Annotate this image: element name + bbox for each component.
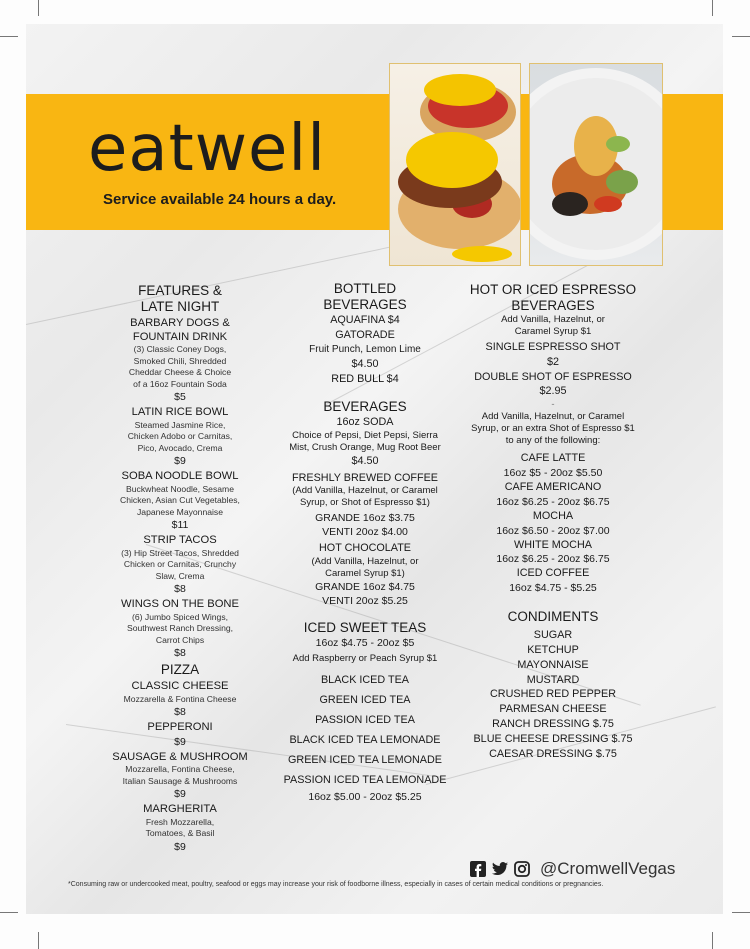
menu-item [104, 803, 256, 854]
menu-item [104, 598, 256, 660]
espresso-add: Caramel Syrup $1 [514, 326, 592, 337]
item-price: $9 [174, 840, 186, 853]
section-title: ICED SWEET TEAS [303, 620, 427, 636]
brand-logo: eatwell [88, 112, 326, 186]
coffee: FRESHLY BREWED COFFEE [292, 471, 438, 484]
choc-desc: Caramel Syrup $1) [325, 568, 405, 580]
drink-name: CAFE AMERICANO [504, 480, 602, 493]
item-desc: Italian Sausage & Mushrooms [122, 775, 238, 786]
item-name: SOBA NOODLE BOWL [121, 470, 239, 482]
crop-mark [38, 932, 39, 949]
social-handle[interactable]: @CromwellVegas [540, 859, 676, 878]
item-price: $9 [174, 735, 186, 748]
menu-item [104, 534, 256, 596]
item-desc: Carrot Chips [155, 634, 205, 645]
column-food [104, 283, 256, 854]
section-title: PIZZA [160, 662, 200, 677]
menu-item [104, 721, 256, 749]
item-desc: (3) Hip Street Tacos, Shredded [121, 547, 239, 558]
item-name: BARBARY DOGS & [130, 317, 230, 329]
food-safety-disclaimer: *Consuming raw or undercooked meat, poultry, seafood or eggs may increase your risk of foodborne illness, especially in cases of certain medical conditions or pregnancies. [68, 881, 604, 888]
aquafina: AQUAFINA $4 [330, 314, 400, 326]
drink-price: 16oz $6.25 - 20oz $6.75 [496, 553, 610, 566]
condiment: SUGAR [533, 629, 573, 642]
item-price: $5 [174, 391, 186, 403]
section-title: FEATURES & LATE NIGHT [138, 283, 222, 314]
item-price: $8 [174, 583, 186, 595]
condiment: RANCH DRESSING $.75 [492, 717, 614, 730]
item-desc: Chicken, Asian Cut Vegetables, [120, 495, 240, 505]
item-desc: (6) Jumbo Spiced Wings, [132, 611, 228, 622]
tea-add: Add Raspberry or Peach Syrup $1 [292, 653, 438, 665]
coffee-grande: GRANDE 16oz $3.75 [315, 512, 415, 525]
item-desc: Chicken or Carnitas, Crunchy [123, 559, 237, 569]
item-name: CLASSIC CHEESE [131, 680, 229, 692]
item-desc: Smoked Chili, Shredded [133, 355, 227, 366]
section-title: HOT OR ICED ESPRESSO BEVERAGES [469, 282, 637, 313]
tea-item: BLACK ICED TEA [320, 674, 409, 687]
menu-item [104, 470, 256, 532]
item-price: $9 [174, 788, 186, 800]
item-price: $8 [174, 706, 186, 718]
gatorade: GATORADE [335, 328, 395, 341]
drink-name: CAFE LATTE [520, 452, 586, 465]
item-desc: Southwest Ranch Dressing, [126, 623, 234, 633]
espresso-add2: Syrup, or an extra Shot of Espresso $1 [471, 423, 635, 435]
item-desc: Mozzarella, Fontina Cheese, [125, 764, 235, 774]
condiment: KETCHUP [527, 643, 579, 656]
column-espresso [460, 282, 646, 761]
divider-dash: - [551, 399, 555, 411]
coffee-desc: Syrup, or Shot of Espresso $1) [300, 497, 430, 509]
menu-item [104, 406, 256, 468]
double-shot: DOUBLE SHOT OF ESPRESSO [474, 370, 632, 383]
condiment: CRUSHED RED PEPPER [490, 688, 616, 701]
choc-grande: GRANDE 16oz $4.75 [315, 581, 415, 594]
item-desc: Slaw, Crema [155, 570, 205, 581]
single-price: $2 [546, 355, 559, 368]
menu-item [104, 751, 256, 802]
double-price: $2.95 [539, 385, 567, 398]
hot-chocolate: HOT CHOCOLATE [319, 542, 411, 555]
tea-item: GREEN ICED TEA LEMONADE [288, 754, 442, 767]
tea-item: PASSION ICED TEA [315, 714, 415, 727]
espresso-add: Add Vanilla, Hazelnut, or [501, 314, 605, 325]
tea-sizes: 16oz $4.75 - 20oz $5 [315, 637, 415, 650]
condiment: MAYONNAISE [517, 658, 589, 671]
item-name: PEPPERONI [147, 721, 213, 733]
drink-name: ICED COFFEE [516, 567, 590, 580]
condiment: CAESAR DRESSING $.75 [489, 747, 617, 760]
lemonade-prices: 16oz $5.00 - 20oz $5.25 [308, 791, 422, 804]
drink-price: 16oz $4.75 - $5.25 [509, 582, 597, 595]
item-desc: Steamed Jasmine Rice, [134, 419, 226, 430]
item-desc: Pico, Avocado, Crema [137, 442, 223, 453]
rice-bowl-photo [529, 63, 663, 266]
crop-mark [732, 36, 750, 37]
drink-price: 16oz $5 - 20oz $5.50 [503, 466, 603, 479]
crop-mark [0, 912, 18, 913]
single-shot: SINGLE ESPRESSO SHOT [485, 341, 621, 353]
espresso-add2: Add Vanilla, Hazelnut, or Caramel [481, 411, 625, 423]
soda: 16oz SODA [336, 415, 394, 428]
item-price: $8 [174, 647, 186, 659]
section-title: CONDIMENTS [507, 609, 599, 625]
instagram-icon[interactable] [514, 861, 530, 877]
item-name: MARGHERITA [143, 803, 217, 815]
section-title: BEVERAGES [323, 398, 407, 414]
gatorade-price: $4.50 [351, 358, 379, 371]
gatorade-flavors: Fruit Punch, Lemon Lime [309, 343, 421, 355]
crop-mark [712, 0, 713, 16]
item-name: STRIP TACOS [143, 534, 217, 546]
redbull: RED BULL $4 [331, 373, 399, 386]
crop-mark [0, 36, 18, 37]
drink-name: WHITE MOCHA [514, 538, 592, 551]
tea-item: PASSION ICED TEA LEMONADE [283, 774, 447, 787]
condiment: MUSTARD [526, 673, 580, 686]
tea-item: GREEN ICED TEA [319, 694, 411, 707]
item-desc: Mozzarella & Fontina Cheese [123, 693, 237, 704]
section-title: BOTTLED BEVERAGES [323, 281, 407, 312]
item-desc: of a 16oz Fountain Soda [133, 378, 227, 389]
menu-item [104, 680, 256, 719]
soda-desc: Choice of Pepsi, Diet Pepsi, Sierra [292, 429, 438, 441]
hot-dog-photo [389, 63, 521, 266]
tea-item: BLACK ICED TEA LEMONADE [289, 734, 441, 747]
coffee-venti: VENTI 20oz $4.00 [322, 526, 408, 539]
condiment: PARMESAN CHEESE [499, 703, 607, 716]
item-desc: Tomatoes, & Basil [145, 828, 215, 838]
item-desc: Chicken Adobo or Carnitas, [127, 431, 233, 441]
item-desc: Cheddar Cheese & Choice [128, 367, 232, 377]
drink-name: MOCHA [532, 509, 574, 522]
drink-price: 16oz $6.25 - 20oz $6.75 [496, 495, 610, 508]
choc-desc: (Add Vanilla, Hazelnut, or [311, 556, 419, 568]
crop-mark [38, 0, 39, 16]
crop-mark [732, 912, 750, 913]
twitter-icon[interactable] [492, 861, 508, 877]
item-desc: (3) Classic Coney Dogs, [133, 344, 227, 354]
item-price: $9 [174, 455, 186, 467]
menu-item [104, 317, 256, 404]
item-desc: Buckwheat Noodle, Sesame [126, 483, 234, 494]
item-desc: Japanese Mayonnaise [137, 506, 223, 517]
espresso-add2: to any of the following: [505, 435, 601, 447]
item-price: $11 [171, 519, 189, 531]
drink-price: 16oz $6.50 - 20oz $7.00 [496, 524, 610, 537]
column-beverages [270, 281, 460, 804]
coffee-desc: (Add Vanilla, Hazelnut, or Caramel [292, 485, 438, 497]
soda-desc: Mist, Crush Orange, Mug Root Beer [289, 441, 441, 453]
soda-price: $4.50 [351, 454, 379, 467]
condiment: BLUE CHEESE DRESSING $.75 [473, 732, 633, 745]
item-name: SAUSAGE & MUSHROOM [112, 750, 248, 763]
tagline: Service available 24 hours a day. [103, 191, 337, 208]
item-desc: Fresh Mozzarella, [145, 816, 215, 827]
crop-mark [712, 932, 713, 949]
item-name: FOUNTAIN DRINK [132, 330, 228, 343]
item-name: LATIN RICE BOWL [131, 406, 229, 418]
item-name: WINGS ON THE BONE [121, 598, 239, 610]
choc-venti: VENTI 20oz $5.25 [322, 595, 408, 608]
social-bar [470, 859, 675, 879]
facebook-icon[interactable] [470, 861, 486, 877]
